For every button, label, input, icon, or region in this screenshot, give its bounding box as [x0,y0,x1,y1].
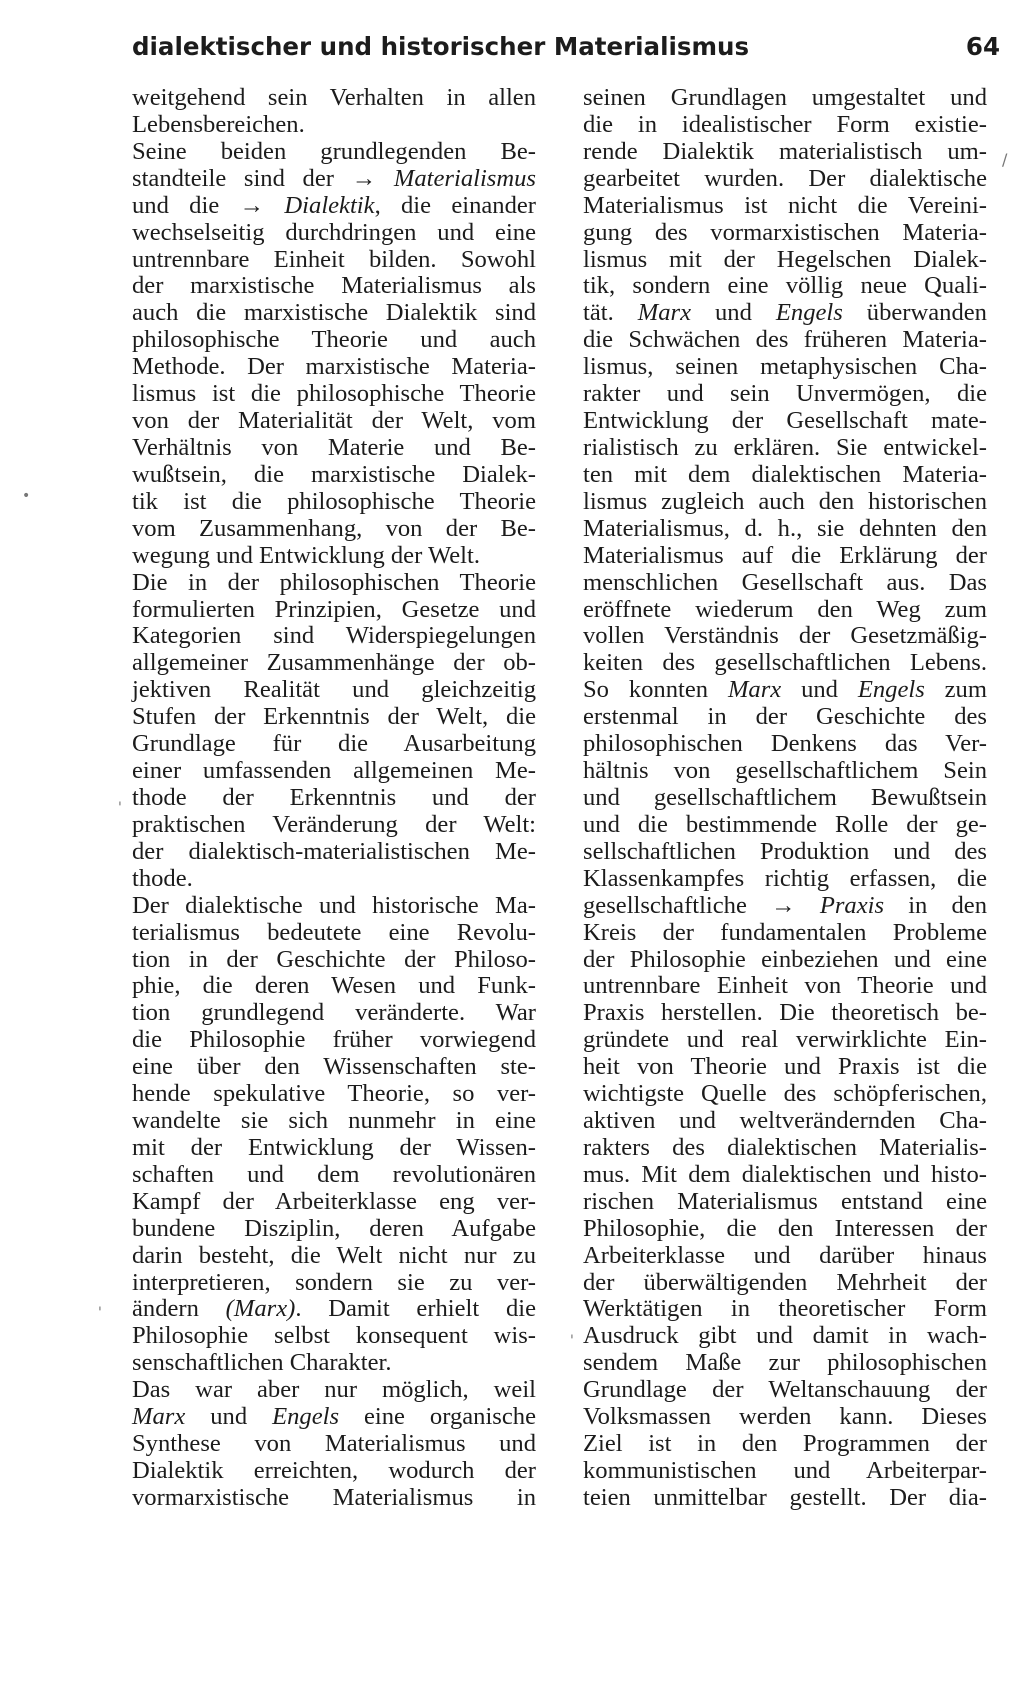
text-line: Arbeiterklasse und darüber hinaus [583,1241,987,1269]
text-column-left [132,85,536,1512]
text-line: seinen Grundlagen umgestaltet und [583,84,987,111]
text-line: der Philosophie einbeziehen und eine [583,945,987,973]
text-line: gearbeitet wurden. Der dialektische [583,164,987,192]
text-line: gung des vormarxistischen Materia- [583,218,987,246]
margin-speck: ' [570,1333,574,1349]
running-head-title: dialektischer und historischer Materialismus [132,32,750,61]
text-line: keiten des gesellschaftlichen Lebens. [583,649,987,677]
text-line: ändern (Marx). Damit erhielt die [132,1295,536,1323]
page-header [132,30,1000,70]
text-line: weitgehend sein Verhalten in allen [132,84,536,111]
text-line: Synthese von Materialismus und [132,1430,536,1458]
text-line: Materialismus, d. h., sie dehnten den [583,514,987,542]
text-line: untrennbare Einheit bilden. Sowohl [132,245,536,273]
text-line: Materialismus auf die Erklärung der [583,541,987,569]
text-line: Die in der philosophischen Theorie [132,568,536,596]
text-line: bundene Disziplin, deren Aufgabe [132,1214,536,1242]
text-line: Praxis herstellen. Die theoretisch be- [583,999,987,1027]
text-line: mit der Entwicklung der Wissen- [132,1133,536,1161]
text-line: Stufen der Erkenntnis der Welt, die [132,703,536,731]
text-line: Klassenkampfes richtig erfassen, die [583,864,987,892]
text-line: standteile sind der → Materialismus [132,164,536,192]
text-line: So konnten Marx und Engels zum [583,676,987,704]
text-line: Ziel ist in den Programmen der [583,1430,987,1458]
text-line: wichtigste Quelle des schöpferischen, [583,1080,987,1108]
text-line: auch die marxistische Dialektik sind [132,299,536,327]
text-line: phie, die deren Wesen und Funk- [132,972,536,1000]
page-number: 64 [965,32,1000,61]
text-line: Philosophie selbst konsequent wis- [132,1322,536,1350]
text-line: ten mit dem dialektischen Materia- [583,460,987,488]
text-line: vom Zusammenhang, von der Be- [132,514,536,542]
text-line: rischen Materialismus entstand eine [583,1187,987,1215]
text-line: eröffnete wiederum den Weg zum [583,595,987,623]
text-line: Materialismus ist nicht die Vereini- [583,191,987,219]
text-line: hältnis von gesellschaftlichem Sein [583,757,987,785]
text-line: menschlichen Gesellschaft aus. Das [583,568,987,596]
text-line: lismus ist die philosophische Theorie [132,380,536,408]
text-line: tik ist die philosophische Theorie [132,487,536,515]
text-line: die Schwächen des früheren Materia- [583,326,987,354]
text-line: untrennbare Einheit von Theorie und [583,972,987,1000]
text-line: einer umfassenden allgemeinen Me- [132,757,536,785]
text-line: terialismus bedeutete eine Revolu- [132,918,536,946]
text-line: interpretieren, sondern sie zu ver- [132,1268,536,1296]
text-line: der überwältigenden Mehrheit der [583,1268,987,1296]
text-line: mus. Mit dem dialektischen und histo- [583,1160,987,1188]
text-line: kommunistischen und Arbeiterpar- [583,1457,987,1485]
margin-speck: / [1002,150,1008,169]
text-line: Kategorien sind Widerspiegelungen [132,622,536,650]
text-line: Dialektik erreichten, wodurch der [132,1457,536,1485]
text-line: senschaftlichen Charakter. [132,1349,392,1377]
text-line: tion grundlegend veränderte. War [132,999,536,1027]
text-line: philosophischen Denkens das Ver- [583,730,987,758]
text-line: rialistisch zu erklären. Sie entwickel- [583,433,987,461]
text-line: rende Dialektik materialistisch um- [583,137,987,165]
text-line: teien unmittelbar gestellt. Der dia- [583,1483,987,1511]
text-line: thode der Erkenntnis und der [132,783,536,811]
margin-speck: • [22,488,31,504]
text-line: Marx und Engels eine organische [132,1403,536,1431]
text-line: darin besteht, die Welt nicht nur zu [132,1241,536,1269]
text-line: die Philosophie früher vorwiegend [132,1026,536,1054]
text-line: rakter und sein Unvermögen, die [583,380,987,408]
text-line: eine über den Wissenschaften ste- [132,1053,536,1081]
text-line: jektiven Realität und gleichzeitig [132,676,536,704]
text-line: lismus mit der Hegelschen Dialek- [583,245,987,273]
text-line: und die bestimmende Rolle der ge- [583,810,987,838]
text-line: tion in der Geschichte der Philoso- [132,945,536,973]
text-line: und gesellschaftlichem Bewußtsein [583,783,987,811]
text-line: Der dialektische und historische Ma- [132,891,536,919]
text-line: gründete und real verwirklichte Ein- [583,1026,987,1054]
text-line: formulierten Prinzipien, Gesetze und [132,595,536,623]
text-line: sellschaftlichen Produktion und des [583,837,987,865]
text-line: Methode. Der marxistische Materia- [132,353,536,381]
margin-speck: ' [98,1305,102,1321]
text-line: aktiven und weltverändernden Cha- [583,1107,987,1135]
text-line: erstenmal in der Geschichte des [583,703,987,731]
text-line: lismus zugleich auch den historischen [583,487,987,515]
text-line: thode. [132,864,193,892]
text-line: Ausdruck gibt und damit in wach- [583,1322,987,1350]
text-line: Entwicklung der Gesellschaft mate- [583,407,987,435]
text-line: vormarxistische Materialismus in [132,1483,536,1511]
text-line: praktischen Veränderung der Welt: [132,810,536,838]
text-line: philosophische Theorie und auch [132,326,536,354]
text-line: heit von Theorie und Praxis ist die [583,1053,987,1081]
text-line: gesellschaftliche → Praxis in den [583,891,987,919]
text-line: von der Materialität der Welt, vom [132,407,536,435]
text-line: schaften und dem revolutionären [132,1160,536,1188]
text-line: tik, sondern eine völlig neue Quali- [583,272,987,300]
text-line: sendem Maße zur philosophischen [583,1349,987,1377]
text-line: rakters des dialektischen Materialis- [583,1133,987,1161]
text-line: Verhältnis von Materie und Be- [132,433,536,461]
margin-speck: ' [118,800,122,816]
text-line: wußtsein, die marxistische Dialek- [132,460,536,488]
text-line: allgemeiner Zusammenhänge der ob- [132,649,536,677]
text-line: Philosophie, die den Interessen der [583,1214,987,1242]
text-line: vollen Verständnis der Gesetzmäßig- [583,622,987,650]
text-line: tät. Marx und Engels überwanden [583,299,987,327]
text-line: wechselseitig durchdringen und eine [132,218,536,246]
text-line: Grundlage für die Ausarbeitung [132,730,536,758]
text-line: der marxistische Materialismus als [132,272,536,300]
text-column-right [583,85,987,1512]
text-line: wegung und Entwicklung der Welt. [132,541,480,569]
text-line: der dialektisch-materialistischen Me- [132,837,536,865]
text-line: die in idealistischer Form existie- [583,110,987,138]
text-line: wandelte sie sich nunmehr in eine [132,1107,536,1135]
text-line: Volksmassen werden kann. Dieses [583,1403,987,1431]
text-line: Kreis der fundamentalen Probleme [583,918,987,946]
text-line: und die → Dialektik, die einander [132,191,537,219]
text-line: lismus, seinen metaphysischen Cha- [583,353,987,381]
text-line: Grundlage der Weltanschauung der [583,1376,987,1404]
text-line: Seine beiden grundlegenden Be- [132,137,536,165]
text-line: Das war aber nur möglich, weil [132,1376,536,1404]
text-line: Lebensbereichen. [132,110,305,138]
text-line: Kampf der Arbeiterklasse eng ver- [132,1187,536,1215]
text-line: Werktätigen in theoretischer Form [583,1295,987,1323]
text-line: hende spekulative Theorie, so ver- [132,1080,536,1108]
